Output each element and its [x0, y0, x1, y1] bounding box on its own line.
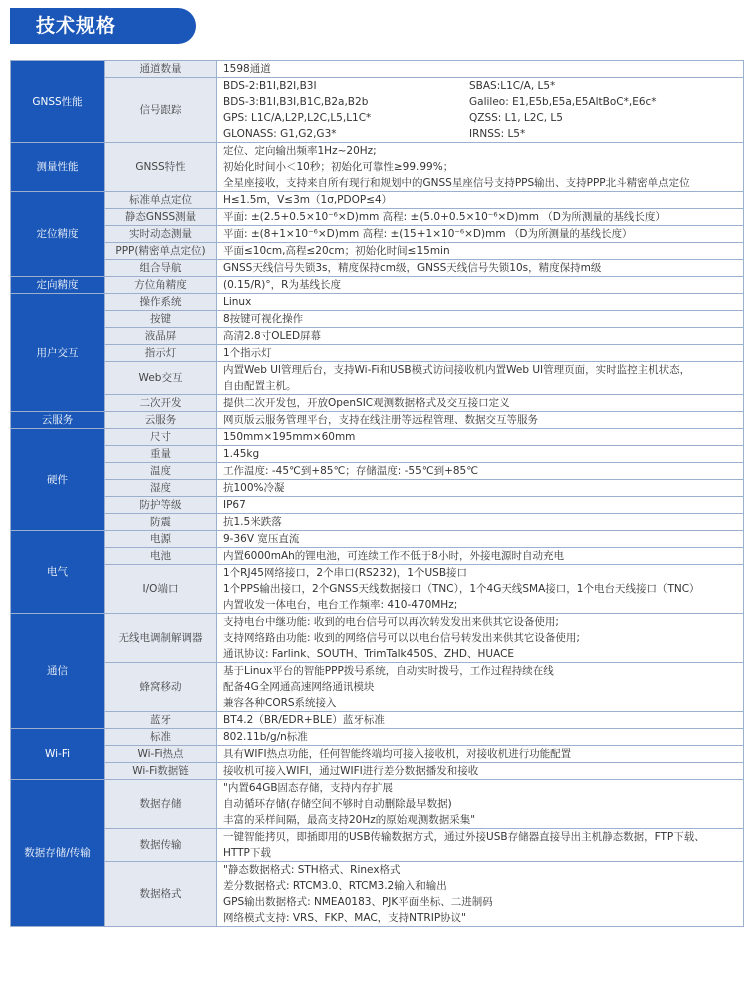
spec-value-line: 配备4G全网通高速网络通讯模块	[223, 681, 375, 693]
spec-value-line: 802.11b/g/n标准	[223, 731, 308, 743]
spec-value-line: 兼容各种CORS系统接入	[223, 697, 337, 709]
spec-row	[11, 446, 744, 463]
spec-value	[217, 243, 744, 260]
spec-row	[11, 294, 744, 311]
spec-row	[11, 829, 744, 862]
spec-row	[11, 345, 744, 362]
spec-row	[11, 192, 744, 209]
spec-row	[11, 226, 744, 243]
spec-value-line: 抗1.5米跌落	[223, 516, 282, 528]
spec-row	[11, 565, 744, 614]
spec-label: 标准	[105, 729, 217, 746]
spec-value-line: 内置Web UI管理后台，支持Wi-Fi和USB模式访问接收机内置Web UI管理页面，实时监控主机状态，	[223, 364, 691, 376]
spec-row	[11, 763, 744, 780]
spec-label: 二次开发	[105, 395, 217, 412]
section-title: 测量性能	[11, 143, 105, 192]
spec-value	[217, 663, 744, 712]
spec-value	[217, 192, 744, 209]
spec-value	[217, 226, 744, 243]
spec-value-line: 全星座接收，支持来自所有现行和规划中的GNSS星座信号支持PPS输出、支持PPP北斗精密单点定位	[223, 177, 690, 189]
section-title: 数据存储/传输	[11, 780, 105, 927]
spec-label: 实时动态测量	[105, 226, 217, 243]
spec-row	[11, 729, 744, 746]
spec-label: Wi-Fi热点	[105, 746, 217, 763]
spec-value-line: 1.45kg	[223, 448, 260, 460]
spec-value-line: SBAS:L1C/A, L5*	[469, 80, 556, 92]
spec-value	[217, 480, 744, 497]
spec-value-line: 初始化时间小＜10秒；初始化可靠性≥99.99%；	[223, 161, 454, 173]
spec-value	[217, 514, 744, 531]
spec-label: 组合导航	[105, 260, 217, 277]
spec-row	[11, 548, 744, 565]
spec-table	[10, 60, 744, 927]
spec-value-line: BT4.2（BR/EDR+BLE）蓝牙标准	[223, 714, 385, 726]
spec-label: 通道数量	[105, 61, 217, 78]
spec-row	[11, 362, 744, 395]
spec-label: I/O端口	[105, 565, 217, 614]
spec-value-line: 1个PPS输出接口，2个GNSS天线数据接口（TNC），1个4G天线SMA接口，1个电台天线接口（TNC）	[223, 583, 700, 595]
section-title: 硬件	[11, 429, 105, 531]
spec-value-line: GLONASS: G1,G2,G3*	[223, 128, 337, 140]
spec-value-line: IRNSS: L5*	[469, 128, 526, 140]
spec-row	[11, 209, 744, 226]
spec-value-line: 1598通道	[223, 63, 271, 75]
spec-value-line: GPS: L1C/A,L2P,L2C,L5,L1C*	[223, 112, 372, 124]
spec-row	[11, 480, 744, 497]
spec-value-line: 具有WIFI热点功能，任何智能终端均可接入接收机，对接收机进行功能配置	[223, 748, 572, 760]
section-title: 通信	[11, 614, 105, 729]
spec-value-line: 自由配置主机。	[223, 380, 297, 392]
spec-value-line: 抗100%冷凝	[223, 482, 285, 494]
spec-row	[11, 412, 744, 429]
spec-row	[11, 497, 744, 514]
spec-row	[11, 78, 744, 143]
spec-value	[217, 531, 744, 548]
spec-value	[217, 78, 744, 143]
spec-row	[11, 614, 744, 663]
spec-value	[217, 746, 744, 763]
spec-value	[217, 328, 744, 345]
spec-row	[11, 311, 744, 328]
spec-value	[217, 395, 744, 412]
spec-value-line: "静态数据格式: STH格式、Rinex格式	[223, 864, 401, 876]
page-title: 技术规格	[10, 8, 196, 44]
spec-value-line: 9-36V 宽压直流	[223, 533, 300, 545]
spec-value-line: 提供二次开发包，开放OpenSIC观测数据格式及交互接口定义	[223, 397, 510, 409]
spec-value-line: BDS-3:B1I,B3I,B1C,B2a,B2b	[223, 96, 369, 108]
spec-value-line: 丰富的采样间隔，最高支持20Hz的原始观测数据采集"	[223, 814, 476, 826]
spec-value	[217, 463, 744, 480]
spec-label: Web交互	[105, 362, 217, 395]
spec-value-line: IP67	[223, 499, 246, 511]
spec-value	[217, 614, 744, 663]
spec-value-line: 定位、定向输出频率1Hz~20Hz;	[223, 145, 377, 157]
spec-value	[217, 345, 744, 362]
spec-label: 按键	[105, 311, 217, 328]
spec-value-line: GPS输出数据格式: NMEA0183、PJK平面坐标、二进制码	[223, 896, 493, 908]
spec-value	[217, 712, 744, 729]
spec-label: 电池	[105, 548, 217, 565]
spec-label: 云服务	[105, 412, 217, 429]
spec-value	[217, 277, 744, 294]
spec-value	[217, 429, 744, 446]
spec-label: 无线电调制解调器	[105, 614, 217, 663]
spec-label: 方位角精度	[105, 277, 217, 294]
spec-value	[217, 143, 744, 192]
section-title: 电气	[11, 531, 105, 614]
spec-label: 数据格式	[105, 862, 217, 927]
spec-label: PPP(精密单点定位)	[105, 243, 217, 260]
spec-value	[217, 209, 744, 226]
spec-value-line: 1个RJ45网络接口，2个串口(RS232)，1个USB接口	[223, 567, 468, 579]
spec-row	[11, 514, 744, 531]
spec-value-line: 150mm×195mm×60mm	[223, 431, 356, 443]
spec-label: 操作系统	[105, 294, 217, 311]
spec-value-line: (0.15/R)°，R为基线长度	[223, 279, 341, 291]
spec-value-line: 内置收发一体电台，电台工作频率: 410-470MHz;	[223, 599, 458, 611]
spec-row	[11, 395, 744, 412]
spec-value-line: BDS-2:B1I,B2I,B3I	[223, 80, 317, 92]
spec-value	[217, 294, 744, 311]
spec-value	[217, 412, 744, 429]
spec-value	[217, 780, 744, 829]
spec-label: 数据存储	[105, 780, 217, 829]
spec-value-line: 平面: ±(2.5+0.5×10⁻⁶×D)mm 高程: ±(5.0+0.5×10⁻⁶×D)mm （D为所测量的基线长度）	[223, 211, 666, 223]
section-title: 定位精度	[11, 192, 105, 277]
spec-label: GNSS特性	[105, 143, 217, 192]
spec-label: 指示灯	[105, 345, 217, 362]
spec-label: 液晶屏	[105, 328, 217, 345]
spec-value-line: QZSS: L1, L2C, L5	[469, 112, 563, 124]
spec-value-line: 差分数据格式: RTCM3.0、RTCM3.2输入和输出	[223, 880, 447, 892]
spec-label: 温度	[105, 463, 217, 480]
spec-value-line: 平面: ±(8+1×10⁻⁶×D)mm 高程: ±(15+1×10⁻⁶×D)mm （D为所测量的基线长度）	[223, 228, 633, 240]
spec-row	[11, 61, 744, 78]
spec-row	[11, 143, 744, 192]
spec-label: 蓝牙	[105, 712, 217, 729]
spec-value-line: 自动循环存储(存储空间不够时自动删除最早数据)	[223, 798, 452, 810]
spec-label: 湿度	[105, 480, 217, 497]
spec-value	[217, 548, 744, 565]
spec-row	[11, 243, 744, 260]
spec-label: 数据传输	[105, 829, 217, 862]
spec-label: 电源	[105, 531, 217, 548]
section-title: 定向精度	[11, 277, 105, 294]
spec-label: 重量	[105, 446, 217, 463]
section-title: Wi-Fi	[11, 729, 105, 780]
spec-label: 蜂窝移动	[105, 663, 217, 712]
spec-value	[217, 61, 744, 78]
spec-value-line: 高清2.8寸OLED屏幕	[223, 330, 322, 342]
section-title: GNSS性能	[11, 61, 105, 143]
spec-value-line: Galileo: E1,E5b,E5a,E5AltBoC*,E6c*	[469, 96, 657, 108]
spec-row	[11, 712, 744, 729]
spec-row	[11, 463, 744, 480]
section-title: 用户交互	[11, 294, 105, 412]
header	[0, 0, 754, 46]
spec-value-line: HTTP下载	[223, 847, 271, 859]
spec-label: 信号跟踪	[105, 78, 217, 143]
spec-row	[11, 746, 744, 763]
spec-value	[217, 829, 744, 862]
spec-row	[11, 531, 744, 548]
spec-row	[11, 260, 744, 277]
spec-row	[11, 862, 744, 927]
spec-value-line: 基于Linux平台的智能PPP拨号系统，自动实时拨号，工作过程持续在线	[223, 665, 554, 677]
spec-label: 防护等级	[105, 497, 217, 514]
spec-row	[11, 429, 744, 446]
spec-value-line: 内置6000mAh的锂电池，可连续工作不低于8小时，外接电源时自动充电	[223, 550, 564, 562]
spec-label: 静态GNSS测量	[105, 209, 217, 226]
spec-value-line: 一键智能拷贝，即插即用的USB传输数据方式，通过外接USB存储器直接导出主机静态数据，FTP下载、	[223, 831, 705, 843]
spec-value-line: 1个指示灯	[223, 347, 272, 359]
spec-value-line: 平面≤10cm,高程≤20cm；初始化时间≤15min	[223, 245, 450, 257]
section-title: 云服务	[11, 412, 105, 429]
spec-value-line: H≤1.5m，V≤3m（1σ,PDOP≤4）	[223, 194, 393, 206]
spec-label: 标准单点定位	[105, 192, 217, 209]
spec-row	[11, 277, 744, 294]
spec-value	[217, 260, 744, 277]
spec-value	[217, 497, 744, 514]
spec-value-line: 8按键可视化操作	[223, 313, 304, 325]
spec-row	[11, 663, 744, 712]
spec-value-line: 接收机可接入WIFI，通过WIFI进行差分数据播发和接收	[223, 765, 479, 777]
spec-value	[217, 862, 744, 927]
spec-value-line: 通讯协议: Farlink、SOUTH、TrimTalk450S、ZHD、HUACE	[223, 648, 515, 660]
spec-value-line: "内置64GB固态存储，支持内存扩展	[223, 782, 394, 794]
spec-value	[217, 311, 744, 328]
spec-value	[217, 565, 744, 614]
spec-value	[217, 729, 744, 746]
spec-value-line: 网络模式支持: VRS、FKP、MAC，支持NTRIP协议"	[223, 912, 466, 924]
spec-value-line: 工作温度: -45℃到+85℃；存储温度: -55℃到+85℃	[223, 465, 479, 477]
spec-value	[217, 446, 744, 463]
spec-value-line: 网页版云服务管理平台，支持在线注册等远程管理、数据交互等服务	[223, 414, 538, 426]
spec-label: 防震	[105, 514, 217, 531]
spec-value-line: GNSS天线信号失锁3s，精度保持cm级，GNSS天线信号失锁10s，精度保持m级	[223, 262, 602, 274]
spec-label: Wi-Fi数据链	[105, 763, 217, 780]
spec-value-line: 支持电台中继功能: 收到的电台信号可以再次转发发出来供其它设备使用;	[223, 616, 559, 628]
spec-label: 尺寸	[105, 429, 217, 446]
spec-row	[11, 780, 744, 829]
spec-value-line: Linux	[223, 296, 252, 308]
spec-row	[11, 328, 744, 345]
spec-value	[217, 763, 744, 780]
spec-value	[217, 362, 744, 395]
spec-value-line: 支持网络路由功能: 收到的网络信号可以以电台信号转发出来供其它设备使用;	[223, 632, 580, 644]
